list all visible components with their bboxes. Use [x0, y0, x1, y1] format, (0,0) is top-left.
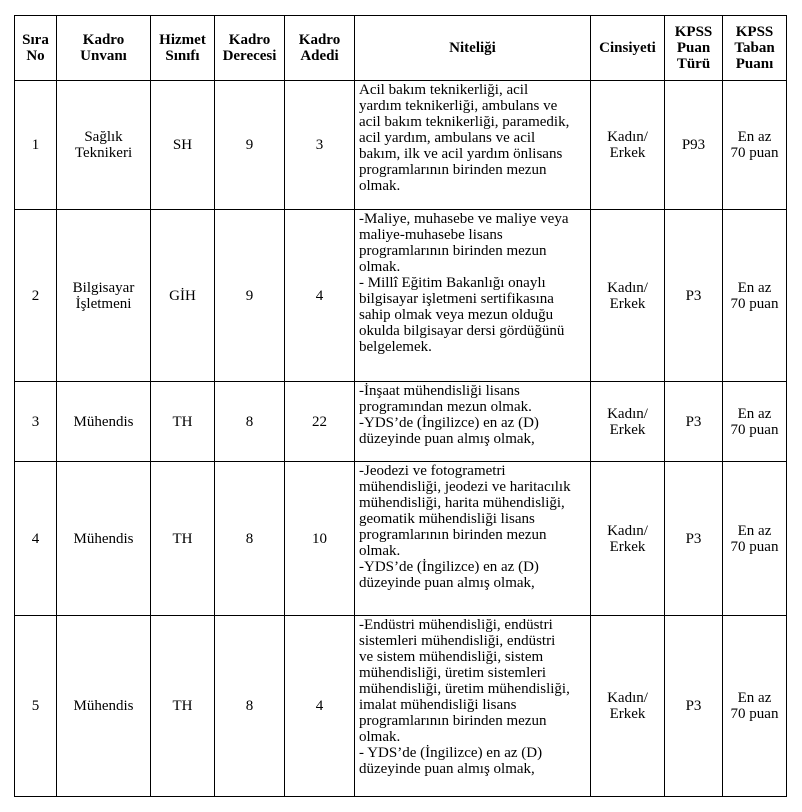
- cell-kadro-derecesi: 9: [215, 210, 285, 382]
- cell-kpss-puan-turu: P3: [665, 210, 723, 382]
- cell-kadro-adedi: 22: [285, 382, 355, 462]
- cell-cinsiyeti: [591, 462, 665, 616]
- cell-niteligi-line: sistemleri mühendisliği, endüstri: [359, 633, 556, 649]
- cell-niteligi-line: olmak.: [359, 543, 401, 559]
- cell-kpss-taban-puani-line: En az: [737, 279, 772, 296]
- cell-niteligi-line: düzeyinde puan almış olmak,: [359, 761, 535, 777]
- cell-hizmet-sinifi: TH: [151, 382, 215, 462]
- cell-hizmet-sinifi: TH: [151, 616, 215, 797]
- header-row: [15, 16, 787, 81]
- cell-cinsiyeti-line: Kadın/: [607, 405, 648, 422]
- cell-kpss-taban-puani-line: 70 puan: [730, 145, 779, 161]
- cell-kpss-taban-puani-line: 70 puan: [730, 538, 779, 555]
- col-cinsiyeti: [591, 16, 665, 81]
- cell-kadro-unvani: [57, 462, 151, 616]
- cell-cinsiyeti-line: Kadın/: [607, 690, 648, 706]
- cell-kadro-unvani-line: İşletmeni: [75, 295, 132, 312]
- cell-niteligi-line: düzeyinde puan almış olmak,: [359, 575, 535, 591]
- cell-kadro-unvani: [57, 210, 151, 382]
- cell-kpss-taban-puani-line: En az: [737, 405, 772, 422]
- cell-niteligi-line: acil yardım, ambulans ve acil: [359, 130, 536, 146]
- cell-cinsiyeti: [591, 210, 665, 382]
- cell-kpss-taban-puani: [723, 210, 787, 382]
- header-label-line: Kadro: [82, 32, 125, 48]
- cell-kpss-taban-puani-line: 70 puan: [730, 421, 779, 438]
- table-row: [15, 616, 787, 797]
- cell-niteligi-line: bilgisayar işletmeni sertifikasına: [359, 291, 554, 307]
- cell-no: 2: [15, 210, 57, 382]
- cell-kadro-derecesi: 9: [215, 81, 285, 210]
- cell-niteligi-line: maliye-muhasebe lisans: [359, 227, 503, 243]
- cell-niteligi-line: belgelemek.: [359, 339, 432, 355]
- table-row: [15, 382, 787, 462]
- cell-kadro-unvani-line: Mühendis: [73, 698, 134, 714]
- cell-niteligi-line: programından mezun olmak.: [359, 399, 532, 415]
- header-label-line: Cinsiyeti: [599, 40, 656, 56]
- cell-no: 5: [15, 616, 57, 797]
- cell-niteligi-line: -Jeodezi ve fotogrametri: [359, 463, 506, 479]
- position-table: [14, 15, 787, 797]
- cell-kpss-taban-puani-line: En az: [737, 522, 772, 539]
- cell-niteligi-line: okulda bilgisayar dersi gördüğünü: [359, 323, 565, 339]
- header-label-line: No: [26, 48, 45, 64]
- cell-kadro-adedi: 3: [285, 81, 355, 210]
- header-label-line: Kadro: [298, 32, 341, 48]
- cell-kpss-taban-puani-line: En az: [737, 690, 772, 706]
- cell-kadro-adedi: 4: [285, 616, 355, 797]
- cell-kpss-taban-puani: [723, 462, 787, 616]
- cell-niteligi-line: Acil bakım teknikerliği, acil: [359, 82, 529, 98]
- col-kadro-adedi: [285, 16, 355, 81]
- col-niteligi: [355, 16, 591, 81]
- cell-no: 1: [15, 81, 57, 210]
- cell-niteligi-line: mühendisliği, üretim sistemleri: [359, 665, 547, 681]
- header-label-line: Unvanı: [80, 48, 127, 64]
- table-row: [15, 81, 787, 210]
- cell-niteligi-line: programlarının birinden mezun: [359, 243, 547, 259]
- header-label-line: Hizmet: [159, 32, 206, 48]
- cell-kpss-taban-puani-line: En az: [737, 129, 772, 145]
- cell-cinsiyeti-line: Erkek: [609, 538, 646, 555]
- cell-cinsiyeti: [591, 382, 665, 462]
- cell-niteligi-line: -YDS’de (İngilizce) en az (D): [359, 415, 539, 431]
- cell-niteligi-line: -İnşaat mühendisliği lisans: [359, 383, 520, 399]
- cell-kadro-derecesi: 8: [215, 382, 285, 462]
- header-label-line: Kadro: [228, 32, 271, 48]
- cell-niteligi-line: -YDS’de (İngilizce) en az (D): [359, 559, 539, 575]
- cell-niteligi-line: programlarının birinden mezun: [359, 713, 547, 729]
- cell-kadro-unvani-line: Bilgisayar: [72, 279, 135, 296]
- cell-kpss-puan-turu: P93: [665, 81, 723, 210]
- cell-cinsiyeti-line: Erkek: [609, 145, 646, 161]
- cell-niteligi-line: sahip olmak veya mezun olduğu: [359, 307, 554, 323]
- cell-kpss-taban-puani-line: 70 puan: [730, 706, 779, 722]
- col-kadro-derecesi: [215, 16, 285, 81]
- header-label-line: Puan: [676, 40, 711, 56]
- cell-hizmet-sinifi: TH: [151, 462, 215, 616]
- cell-hizmet-sinifi: GİH: [151, 210, 215, 382]
- cell-kadro-derecesi: 8: [215, 462, 285, 616]
- cell-hizmet-sinifi: SH: [151, 81, 215, 210]
- cell-kadro-unvani: [57, 616, 151, 797]
- cell-kadro-adedi: 4: [285, 210, 355, 382]
- header-label-line: KPSS: [735, 24, 774, 40]
- cell-niteligi: [355, 210, 591, 382]
- cell-cinsiyeti: [591, 616, 665, 797]
- table-row: [15, 462, 787, 616]
- col-hizmet-sinifi: [151, 16, 215, 81]
- cell-niteligi-line: olmak.: [359, 259, 401, 275]
- cell-niteligi-line: ve sistem mühendisliği, sistem: [359, 649, 544, 665]
- col-sira-no: [15, 16, 57, 81]
- cell-niteligi: [355, 382, 591, 462]
- cell-kadro-unvani-line: Mühendis: [73, 413, 134, 430]
- cell-cinsiyeti-line: Erkek: [609, 295, 646, 312]
- header-label-line: Sınıfı: [165, 48, 200, 64]
- header-label-line: Niteliği: [449, 40, 496, 56]
- cell-niteligi-line: mühendisliği, üretim mühendisliği,: [359, 681, 570, 697]
- cell-niteligi-line: bakım, ilk ve acil yardım önlisans: [359, 146, 563, 162]
- cell-cinsiyeti-line: Erkek: [609, 706, 646, 722]
- cell-cinsiyeti-line: Kadın/: [607, 129, 648, 145]
- cell-niteligi-line: yardım teknikerliği, ambulans ve: [359, 98, 558, 114]
- cell-niteligi-line: - YDS’de (İngilizce) en az (D): [359, 745, 543, 761]
- cell-kadro-unvani: [57, 81, 151, 210]
- cell-cinsiyeti-line: Kadın/: [607, 522, 648, 539]
- cell-no: 4: [15, 462, 57, 616]
- cell-niteligi-line: imalat mühendisliği lisans: [359, 697, 517, 713]
- cell-kadro-unvani-line: Sağlık: [84, 129, 123, 145]
- header-label-line: Sıra: [22, 32, 49, 48]
- cell-niteligi-line: acil bakım teknikerliği, paramedik,: [359, 114, 570, 130]
- header-label-line: Puanı: [735, 56, 774, 72]
- cell-kpss-taban-puani: [723, 81, 787, 210]
- cell-niteligi-line: programlarının birinden mezun: [359, 162, 547, 178]
- header-label-line: KPSS: [674, 24, 713, 40]
- cell-kpss-puan-turu: P3: [665, 382, 723, 462]
- cell-niteligi-line: -Maliye, muhasebe ve maliye veya: [359, 211, 569, 227]
- cell-niteligi-line: mühendisliği, harita mühendisliği,: [359, 495, 565, 511]
- cell-kpss-taban-puani: [723, 616, 787, 797]
- col-kadro-unvani: [57, 16, 151, 81]
- cell-niteligi: [355, 81, 591, 210]
- cell-cinsiyeti-line: Erkek: [609, 421, 646, 438]
- header-label-line: Türü: [676, 56, 711, 72]
- cell-no: 3: [15, 382, 57, 462]
- cell-niteligi: [355, 616, 591, 797]
- cell-niteligi-line: olmak.: [359, 729, 401, 745]
- cell-kadro-unvani-line: Mühendis: [73, 530, 134, 547]
- cell-niteligi-line: -Endüstri mühendisliği, endüstri: [359, 617, 553, 633]
- header-label-line: Taban: [734, 40, 775, 56]
- col-kpss-puan-turu: [665, 16, 723, 81]
- cell-kpss-taban-puani: [723, 382, 787, 462]
- cell-kadro-unvani-line: Teknikeri: [74, 145, 133, 161]
- col-kpss-taban-puani: [723, 16, 787, 81]
- cell-cinsiyeti-line: Kadın/: [607, 279, 648, 296]
- header-label-line: Adedi: [300, 48, 339, 64]
- cell-kpss-puan-turu: P3: [665, 616, 723, 797]
- cell-niteligi-line: programlarının birinden mezun: [359, 527, 547, 543]
- cell-kadro-adedi: 10: [285, 462, 355, 616]
- cell-kpss-taban-puani-line: 70 puan: [730, 295, 779, 312]
- table-body: [15, 81, 787, 797]
- cell-cinsiyeti: [591, 81, 665, 210]
- cell-kadro-derecesi: 8: [215, 616, 285, 797]
- cell-kadro-unvani: [57, 382, 151, 462]
- cell-niteligi-line: - Millî Eğitim Bakanlığı onaylı: [359, 275, 546, 291]
- header-label-line: Derecesi: [222, 48, 277, 64]
- cell-niteligi-line: düzeyinde puan almış olmak,: [359, 431, 535, 447]
- cell-niteligi-line: mühendisliği, jeodezi ve haritacılık: [359, 479, 571, 495]
- cell-niteligi-line: olmak.: [359, 178, 401, 194]
- cell-niteligi-line: geomatik mühendisliği lisans: [359, 511, 535, 527]
- cell-kpss-puan-turu: P3: [665, 462, 723, 616]
- cell-niteligi: [355, 462, 591, 616]
- table-row: [15, 210, 787, 382]
